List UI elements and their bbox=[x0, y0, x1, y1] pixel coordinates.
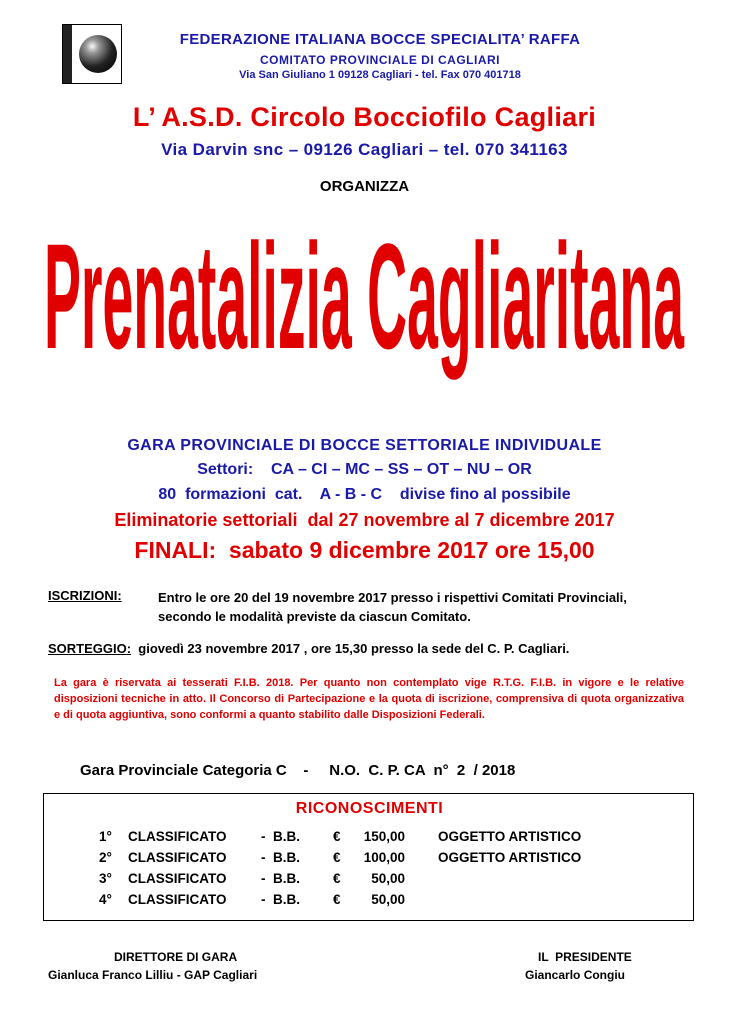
director-name: Gianluca Franco Lilliu - GAP Cagliari bbox=[48, 968, 258, 982]
prize-amount: 50,00 bbox=[371, 871, 405, 886]
prize-bb: - B.B. bbox=[261, 850, 300, 865]
prize-bb: - B.B. bbox=[261, 892, 300, 907]
prize-label: CLASSIFICATO bbox=[128, 829, 227, 844]
competition-type: GARA PROVINCIALE DI BOCCE SETTORIALE INDIVIDUALE bbox=[127, 437, 602, 454]
club-address: Via Darvin snc – 09126 Cagliari – tel. 070 341163 bbox=[161, 140, 568, 159]
event-title-text: Prenatalizia Cagliaritana bbox=[43, 212, 685, 380]
organizza-label: ORGANIZZA bbox=[319, 178, 410, 195]
finals-line: FINALI: sabato 9 dicembre 2017 ore 15,00 bbox=[134, 537, 595, 563]
prize-rank: 4° bbox=[99, 892, 112, 907]
federation-name: FEDERAZIONE ITALIANA BOCCE SPECIALITA’ RAFFA bbox=[179, 31, 581, 48]
prize-currency: € bbox=[333, 829, 341, 844]
president-name: Giancarlo Congiu bbox=[525, 968, 626, 982]
sorteggio-line bbox=[48, 641, 569, 656]
prize-amount: 50,00 bbox=[371, 892, 405, 907]
gara-info: Gara Provinciale Categoria C - N.O. C. P. CA n° 2 / 2018 bbox=[80, 762, 516, 779]
prize-currency: € bbox=[333, 892, 341, 907]
prize-bb: - B.B. bbox=[261, 829, 300, 844]
prize-amount: 100,00 bbox=[363, 850, 405, 865]
sorteggio-label: SORTEGGIO: bbox=[48, 641, 132, 656]
formations-line: 80 formazioni cat. A - B - C divise fino al possibile bbox=[158, 486, 571, 503]
prize-label: CLASSIFICATO bbox=[128, 850, 227, 865]
notice-text: La gara è riservata ai tesserati F.I.B. 2018. Per quanto non contemplato vige R.T.G. F.I.B. in vigore e le relative disposizioni tecniche in atto. Il Concorso di Partecipazione e la quota di iscrizione, comprensiva di quota organizzativa e di quota aggiuntiva, sono conformi a quanto stabilito dalle Disposizioni Federali. bbox=[54, 677, 684, 721]
prize-rank: 3° bbox=[99, 871, 112, 886]
bocce-ball-icon bbox=[79, 35, 117, 73]
director-title: DIRETTORE DI GARA bbox=[114, 950, 238, 964]
eliminations-line: Eliminatorie settoriali dal 27 novembre al 7 dicembre 2017 bbox=[114, 510, 615, 530]
prize-object: OGGETTO ARTISTICO bbox=[438, 829, 582, 844]
iscrizioni-text: Entro le ore 20 del 19 novembre 2017 presso i rispettivi Comitati Provinciali, secondo le modalità previste da ciascun Comitato. bbox=[158, 590, 627, 624]
bocce-ball-logo-icon bbox=[62, 24, 122, 84]
prize-rank: 2° bbox=[99, 850, 112, 865]
logo-strip bbox=[63, 25, 72, 83]
event-title bbox=[0, 200, 729, 440]
prize-rank: 1° bbox=[99, 829, 112, 844]
president-title: IL PRESIDENTE bbox=[538, 950, 632, 964]
prize-label: CLASSIFICATO bbox=[128, 892, 227, 907]
committee-address: Via San Giuliano 1 09128 Cagliari - tel. Fax 070 401718 bbox=[239, 69, 521, 81]
prize-currency: € bbox=[333, 850, 341, 865]
prize-object: OGGETTO ARTISTICO bbox=[438, 850, 582, 865]
prize-bb: - B.B. bbox=[261, 871, 300, 886]
riconoscimenti-title: RICONOSCIMENTI bbox=[295, 800, 444, 817]
prize-label: CLASSIFICATO bbox=[128, 871, 227, 886]
riconoscimenti-box bbox=[43, 793, 694, 921]
sectors-line: Settori: CA – CI – MC – SS – OT – NU – OR bbox=[197, 461, 532, 478]
prize-currency: € bbox=[333, 871, 341, 886]
prize-amount: 150,00 bbox=[363, 829, 405, 844]
iscrizioni-label: ISCRIZIONI: bbox=[48, 588, 122, 603]
club-name: L’ A.S.D. Circolo Bocciofilo Cagliari bbox=[132, 102, 597, 132]
sorteggio-text: giovedì 23 novembre 2017 , ore 15,30 presso la sede del C. P. Cagliari. bbox=[131, 641, 570, 656]
committee-name: COMITATO PROVINCIALE DI CAGLIARI bbox=[260, 53, 500, 67]
